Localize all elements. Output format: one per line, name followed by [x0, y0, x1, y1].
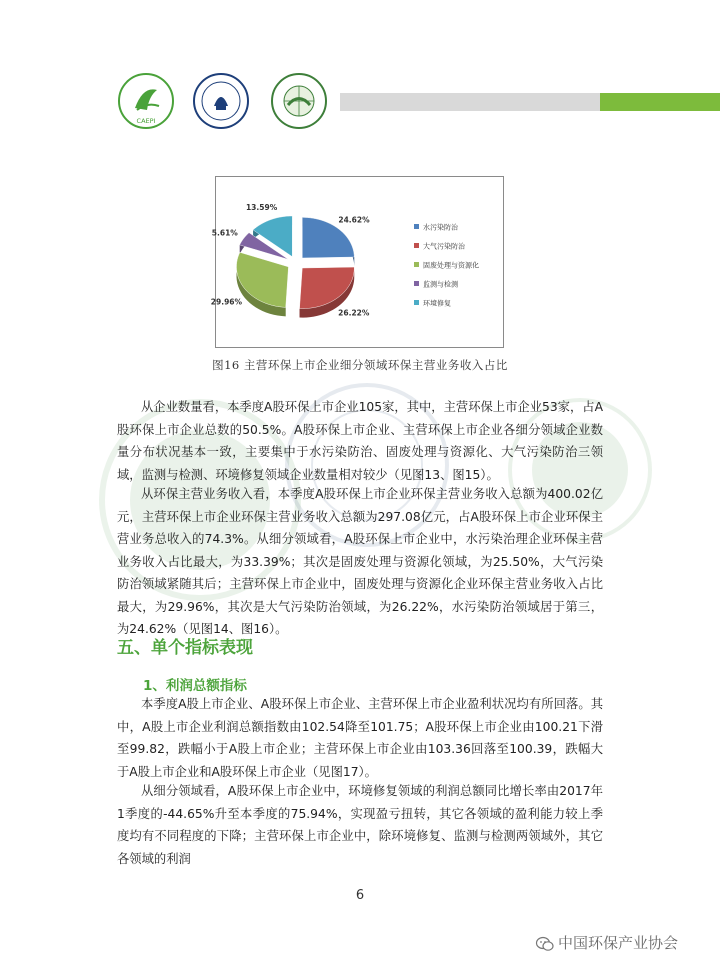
pie-label-3: 5.61%: [211, 228, 238, 238]
legend-label-1: 大气污染防治: [423, 242, 465, 251]
legend-label-3: 监测与检测: [423, 280, 458, 289]
university-seal-icon: [192, 72, 250, 130]
paragraph-profit: 本季度A股上市企业、A股环保上市企业、主营环保上市企业盈利状况均有所回落。其中，A股上市企业利润总额指数由102.54降至101.75；A股环保上市企业由100.21下滑至99.82，跌幅小于A股上市企业；主营环保上市企业由103.36回落至100.39，跌幅大于A股上市企业和A股环保上市企业（见图17）。: [117, 697, 603, 779]
pie-label-1: 26.22%: [338, 308, 370, 318]
legend-swatch-4: [414, 300, 419, 305]
legend-label-2: 固废处理与资源化: [423, 261, 479, 270]
research-institute-seal-icon: [270, 72, 328, 130]
paragraph-enterprise-count: 从企业数量看，本季度A股环保上市企业105家，其中，主营环保上市企业53家，占A股环保上市企业总数的50.5%。A股环保上市企业、主营环保上市企业各细分领域企业数量分布状况基本一致，主要集中于水污染防治、固废处理与资源化、大气污染防治三领域，监测与检测、环境修复领域企业数量相对较少（见图13、图15）。: [117, 400, 603, 482]
legend-swatch-3: [414, 281, 419, 286]
pie-label-4: 13.59%: [245, 203, 278, 213]
paragraph-revenue: 从环保主营业务收入看，本季度A股环保上市企业环保主营业务收入总额为400.02亿元，主营环保上市企业环保主营业务收入总额为297.08亿元，占A股环保上市企业环保主营业务总收入的74.3%。从细分领域看，A股环保上市企业中，水污染治理企业环保主营业务收入占比最大，为33.39%；其次是固废处理与资源化领域，为25.50%，大气污染防治领域紧随其后；主营环保上市企业中，固废处理与资源化企业环保主营业务收入占比最大，为29.96%，其次是大气污染防治领域，为26.22%，水污染防治领域居于第三，为24.62%（见图14、图16）。: [117, 487, 603, 636]
pie-chart-frame: [210, 176, 504, 348]
pie-slice-1: [300, 267, 355, 309]
footer-watermark: [536, 932, 678, 953]
paragraph-profit-by-field: 从细分领域看，A股环保上市企业中，环境修复领域的利润总额同比增长率由2017年1季度的-44.65%升至本季度的75.94%，实现盈亏扭转，其它各领域的盈利能力较上季度均有不同程度的下降；主营环保上市企业中，除环境修复、监测与检测两领域外，其它各领域的利润: [117, 784, 603, 866]
legend-swatch-1: [414, 243, 419, 248]
pie-label-2: 29.96%: [210, 297, 243, 307]
legend-swatch-0: [414, 224, 419, 229]
footer-text: 中国环保产业协会: [558, 934, 679, 952]
caepi-logo-text: CAEPI: [136, 117, 156, 125]
legend-label-4: 环境修复: [423, 299, 451, 308]
header-bar-green: [600, 93, 720, 111]
pie-chart: [210, 177, 503, 347]
caepi-logo-icon: [117, 72, 175, 130]
pie-label-0: 24.62%: [338, 215, 370, 225]
pie-slice-2: [236, 252, 288, 307]
wechat-icon: [536, 936, 554, 952]
page-number: 6: [355, 888, 365, 903]
subsection-title: 1、利润总额指标: [143, 678, 247, 694]
header-bar-gray: [340, 93, 600, 111]
figure-caption: 图16 主营环保上市企业细分领域环保主营业务收入占比: [212, 358, 508, 372]
legend-swatch-2: [414, 262, 419, 267]
section-title: 五、单个指标表现: [117, 638, 253, 658]
legend-label-0: 水污染防治: [423, 223, 458, 232]
